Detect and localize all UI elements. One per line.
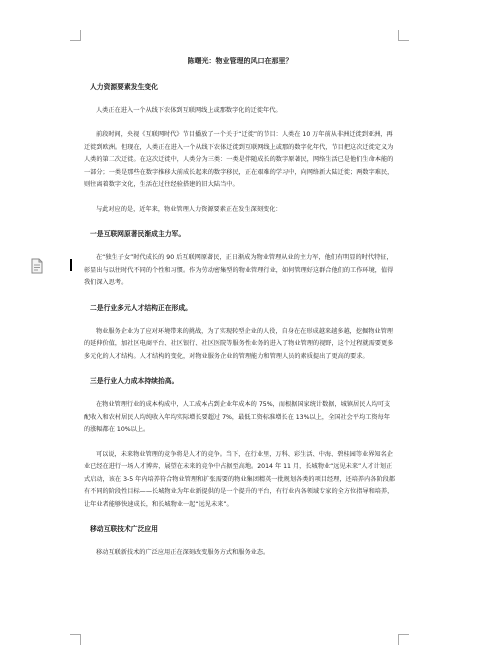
paragraph: 前段时间，央视《互联网时代》节目播放了一个关于“迁徙”的节目：人类在 10 万年前从非洲迁徙到亚洲，再迁徙到欧洲。但现在，人类正在进入一个从线下农体迁徙到互联网线上或那的数字化年代，节目把这次迁徙定义为人类的第二次迁徙。在这次迁徙中，人类分为三类：一类是伴随成长的数字原著民，网络生活已是他们生命本能的一部分；一类是那些在数字推移大前成长起来的数字移民，正在艰难的学习中，向网络新大陆迁徙；两数字难民，则往离着数字文化，生活在过往经验搭建的旧大陆当中。 [84,131,394,188]
crop-mark-top-right [398,30,409,41]
crop-mark-bottom-right [398,634,409,645]
document-body[interactable] [84,55,396,572]
section-heading: 一是互联网原著民渐成主力军。 [90,230,186,238]
paragraph: 与此对应的是，近年来，物业管理人力资源要素正在发生深刻变化： [96,205,282,213]
paragraph: 在物业管理行业的成本构成中，人工成本占到企业年成本的 75%，而根据国家统计数据，城镇居民人均可支配收入和农村居民人均纯收入年均实际增长要超过 7%，最低工资标准增长在 13%以上，全国社会平均工资每年的涨幅都在 10%以上。 [84,401,391,433]
crop-mark-bottom-left [70,634,81,645]
section-heading: 二是行业多元人才结构正在形成。 [90,303,192,312]
paragraph: 移动互联新技术的广泛应用正在深刻改变服务方式和服务业态。 [96,549,270,556]
paragraph: 人类正在进入一个从线下农体到互联网线上或那数字化的迁徙年代。 [96,106,282,114]
document-sections [84,81,396,560]
paragraph: 可以说，未来物业管理的竞争将是人才的竞争。当下，在行业里，万科、彩生活、中海、碧桂园等业界知名企业已经在进行一场人才博弈，展望在未来的竞争中占据至高地。2014 年 11 月，长城物业“远见未来”人才计划正式启动，该在 3-5 年内培养符合物业管理和扩张需要的物业集团精英一批规划各类的项目经理，还培养内各阶段都有不同的阶段性目标——长城物业为年业新提供的是一个提升的平台，有行业内各领域专家的全方位指导和培养，让年业者能够快速成长，和长城物业一起“远见未来”。 [84,450,396,508]
crop-mark-top-left [70,30,81,41]
paragraph: 在“独生子女”时代成长的 90 后互联网原著民，正日渐成为物业管理从业的主力军，他们有明显的时代特征，彰显出与以往时代不同的个性和习惯。作为劳动密集型的物业管理行业，如何管理好这群合他们的工作环境，值得我们深入思考。 [84,254,394,286]
section-heading: 人力资源要素发生变化 [90,82,158,91]
document-icon[interactable] [30,258,44,274]
section-heading: 移动互联技术广泛应用 [90,525,158,533]
section-heading: 三是行业人力成本持续抬高。 [90,377,179,385]
paragraph: 物业服务企业为了应对环境带来的挑战，为了实现转型企业的人役，自身在在形成越来越多越，挖掘物业管理的延伸价值，加社区电商平台、社区银行、社区医院等服务性业务的进入了物业管理的视野，这个过程就需要更多多元化的人才结构。人才结构的变化，对物业服务企业的管理能力和管理人员的素质提出了更高的要求。 [84,327,394,360]
document-title: 陈曙光：物业管理的风口在那里？ [187,57,293,65]
text-cursor [70,259,72,271]
